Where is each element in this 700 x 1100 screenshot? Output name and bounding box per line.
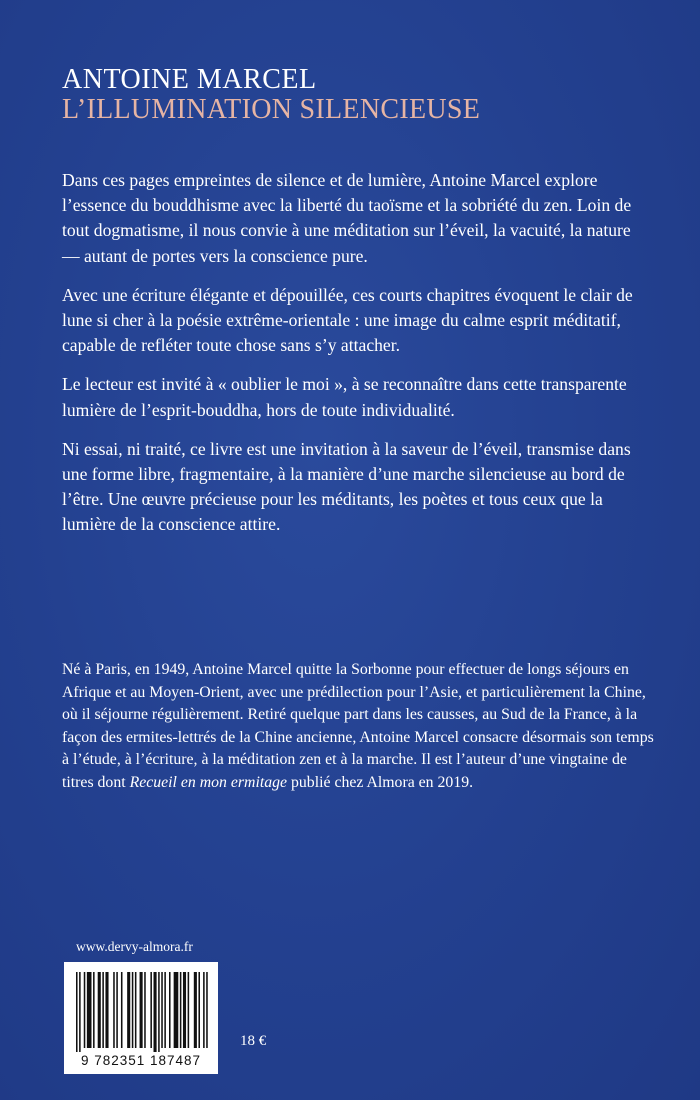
barcode-bar xyxy=(79,972,81,1052)
barcode-bar xyxy=(87,972,92,1048)
barcode-bar xyxy=(164,972,166,1048)
barcode-bar xyxy=(132,972,134,1048)
barcode-graphic xyxy=(64,962,218,1074)
author-name: ANTOINE MARCEL xyxy=(62,64,317,95)
bio-book-title: Recueil en mon ermitage xyxy=(129,773,288,791)
barcode-bar xyxy=(203,972,205,1048)
barcode-bar xyxy=(180,972,182,1048)
isbn-digits: 9 782351 187487 xyxy=(80,1053,202,1068)
blurb xyxy=(62,168,652,552)
barcode-bar xyxy=(76,972,78,1052)
blurb-paragraph-4: Ni essai, ni traité, ce livre est une invitation à la saveur de l’éveil, transmise dans une forme libre, fragmentaire, à la manière d’une marche silencieuse au bord de l’être. Une œuvre précieuse pour les méditants, les poètes et tous ceux que la lumière de la conscience attire. xyxy=(62,438,631,535)
bio-text-start: Né à Paris, en 1949, Antoine Marcel quitte la Sorbonne pour effectuer de longs séjours en Afrique et au Moyen-Orient, avec une prédilection pour l’Asie, et particulièrement la Chine, où il séjourne régulièrement. Retiré quelque part dans les causses, au Sud de la France, à la façon des ermites-lettrés de la Chine ancienne, Antoine Marcel consacre désormais son temps à l’étude, à l’écriture, à la méditation zen et à la marche. Il est l’auteur d’une vingtaine de titres dont xyxy=(62,661,654,791)
barcode-bar xyxy=(127,972,130,1048)
barcode-bar xyxy=(105,972,108,1048)
barcode-bar xyxy=(174,972,179,1048)
barcode-bar xyxy=(169,972,171,1048)
price: 18 € xyxy=(240,1033,267,1049)
blurb-paragraph-3: Le lecteur est invité à « oublier le moi », à se reconnaître dans cette transparente lumière de l’esprit-bouddha, hors de toute individualité. xyxy=(62,374,627,420)
barcode-bar xyxy=(93,972,95,1048)
barcode-bar xyxy=(140,972,143,1048)
barcode-bar xyxy=(206,972,208,1048)
barcode-bar xyxy=(135,972,137,1048)
barcode-bar xyxy=(102,972,104,1048)
barcode-bar xyxy=(113,972,115,1048)
barcode-bar xyxy=(154,972,157,1052)
barcode-bar xyxy=(158,972,160,1052)
barcode-bar xyxy=(198,972,200,1048)
barcode-bar xyxy=(188,972,190,1048)
book-title: L’ILLUMINATION SILENCIEUSE xyxy=(62,94,481,125)
author-bio xyxy=(62,659,662,794)
barcode-bar xyxy=(150,972,152,1048)
barcode-bar xyxy=(84,972,86,1048)
barcode-bar xyxy=(116,972,118,1048)
barcode-bar xyxy=(144,972,146,1048)
isbn-barcode xyxy=(64,962,218,1074)
barcode-bar xyxy=(98,972,101,1048)
blurb-paragraph-2: Avec une écriture élégante et dépouillée, ces courts chapitres évoquent le clair de lune si cher à la poésie extrême-orientale : une image du calme esprit méditatif, capable de refléter toute chose sans s’y attacher. xyxy=(62,284,633,356)
barcode-bar xyxy=(161,972,163,1048)
barcode-bar xyxy=(194,972,197,1048)
publisher-website: www.dervy-almora.fr xyxy=(76,939,193,954)
barcode-bar xyxy=(183,972,186,1048)
barcode-bar xyxy=(121,972,123,1048)
bio-text-end: publié chez Almora en 2019. xyxy=(287,773,474,791)
blurb-paragraph-1: Dans ces pages empreintes de silence et de lumière, Antoine Marcel explore l’essence du bouddhisme avec la liberté du taoïsme et la sobriété du zen. Loin de tout dogmatisme, il nous convie à une méditation sur l’éveil, la vacuité, la nature — autant de portes vers la conscience pure. xyxy=(62,170,632,266)
